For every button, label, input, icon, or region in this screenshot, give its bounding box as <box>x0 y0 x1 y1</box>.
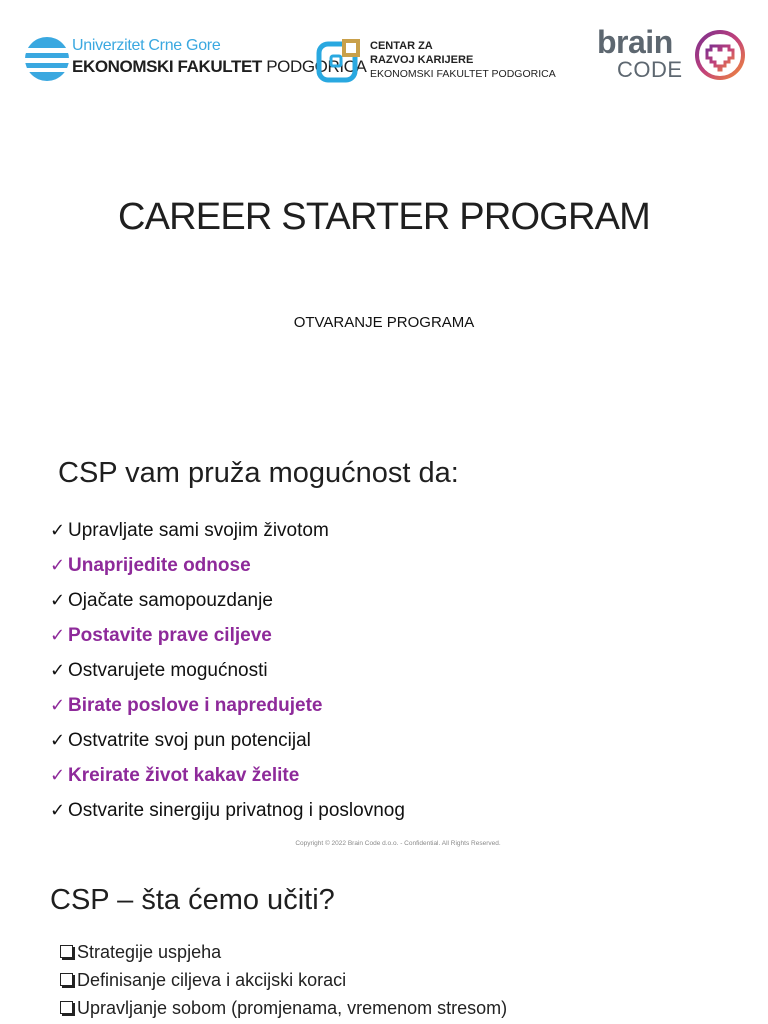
checkbox-bullet-icon <box>60 945 73 958</box>
checkmark-icon: ✓ <box>50 695 66 716</box>
ucg-faculty-bold: EKONOMSKI FAKULTET <box>72 57 262 76</box>
checkbox-bullet-icon <box>60 1001 73 1014</box>
braincode-brain-word: brain <box>597 24 673 60</box>
braincode-logo <box>595 26 750 86</box>
list-item <box>50 653 730 688</box>
copyright-notice: Copyright © 2022 Brain Code d.o.o. - Confidential. All Rights Reserved. <box>295 840 501 847</box>
list-item-text: Ojačate samopouzdanje <box>68 590 273 611</box>
ucg-logo <box>22 34 367 86</box>
ucg-emblem-icon <box>24 36 70 82</box>
list-item <box>50 618 730 653</box>
checkmark-icon: ✓ <box>50 730 66 751</box>
list-item-text: Unaprijedite odnose <box>68 555 251 576</box>
ucg-faculty-city: PODGORICA <box>261 57 367 76</box>
career-center-line1: CENTAR ZA <box>370 40 433 52</box>
page-title: CAREER STARTER PROGRAM <box>117 196 651 238</box>
checkmark-icon: ✓ <box>50 590 66 611</box>
learning-list <box>58 938 738 1022</box>
list-item <box>50 688 730 723</box>
list-item-text: Ostvarujete mogućnosti <box>68 660 268 681</box>
list-item <box>50 793 730 828</box>
list-item-text: Upravljate sami svojim životom <box>68 520 329 541</box>
list-item-text: Birate poslove i napredujete <box>68 695 323 716</box>
list-item <box>58 938 738 966</box>
list-item-text: Kreirate život kakav želite <box>68 765 300 786</box>
benefits-heading: CSP vam pruža mogućnost da: <box>58 457 459 489</box>
career-center-emblem-icon <box>316 38 362 84</box>
list-item <box>58 994 738 1022</box>
braincode-code-word: CODE <box>617 57 683 82</box>
career-center-logo <box>316 36 556 86</box>
checkmark-icon: ✓ <box>50 625 66 646</box>
checkmark-icon: ✓ <box>50 660 66 681</box>
learning-heading: CSP – šta ćemo učiti? <box>50 884 335 916</box>
checkmark-icon: ✓ <box>50 765 66 786</box>
list-item <box>58 966 738 994</box>
pixel-heart-icon <box>695 28 745 82</box>
page-subtitle: OTVARANJE PROGRAMA <box>293 314 475 331</box>
checkmark-icon: ✓ <box>50 520 66 541</box>
checkmark-icon: ✓ <box>50 555 66 576</box>
list-item <box>50 548 730 583</box>
list-item <box>50 758 730 793</box>
list-item-text: Ostvarite sinergiju privatnog i poslovnog <box>68 800 405 821</box>
checkmark-icon: ✓ <box>50 800 66 821</box>
list-item-text: Ostvatrite svoj pun potencijal <box>68 730 311 751</box>
career-center-line3: EKONOMSKI FAKULTET PODGORICA <box>370 68 556 80</box>
list-item-text: Strategije uspjeha <box>77 942 222 962</box>
benefits-list <box>50 513 730 828</box>
list-item-text: Upravljanje sobom (promjenama, vremenom stresom) <box>77 998 508 1018</box>
checkbox-bullet-icon <box>60 973 73 986</box>
list-item-text: Postavite prave ciljeve <box>68 625 272 646</box>
list-item <box>50 723 730 758</box>
list-item <box>50 583 730 618</box>
career-center-line2: RAZVOJ KARIJERE <box>370 54 474 66</box>
list-item <box>50 513 730 548</box>
list-item-text: Definisanje ciljeva i akcijski koraci <box>77 970 347 990</box>
ucg-name: Univerzitet Crne Gore <box>72 37 221 54</box>
